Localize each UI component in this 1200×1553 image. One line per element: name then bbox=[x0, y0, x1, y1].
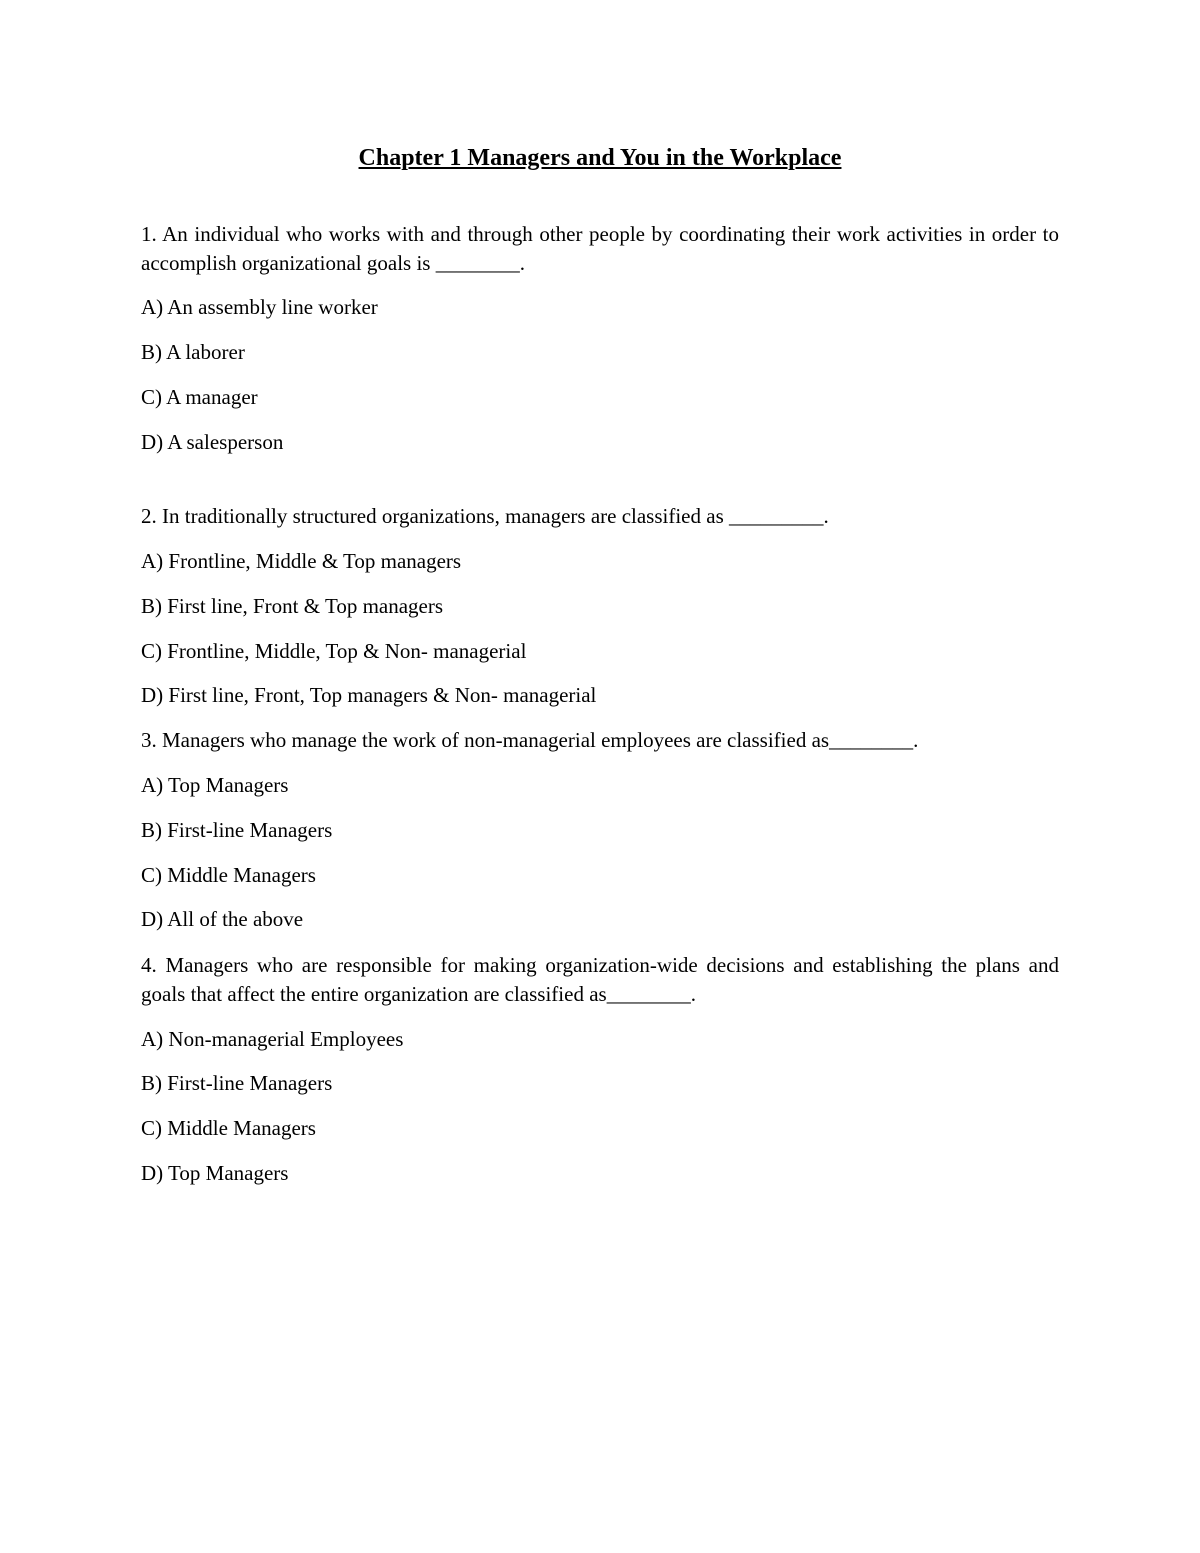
question-4-option-b: B) First-line Managers bbox=[141, 1071, 333, 1095]
question-3-option-a: A) Top Managers bbox=[141, 773, 289, 797]
question-2-option-a: A) Frontline, Middle & Top managers bbox=[141, 549, 462, 573]
question-3-option-d: D) All of the above bbox=[141, 907, 304, 931]
question-4-stem: 4. Managers who are responsible for making organization-wide decisions and establishing the plans and goals that affect the entire organization are classified as________. bbox=[141, 953, 1059, 1006]
page-title: Chapter 1 Managers and You in the Workplace bbox=[358, 145, 842, 171]
question-1-option-a: A) An assembly line worker bbox=[141, 295, 378, 319]
question-1-stem: 1. An individual who works with and through other people by coordinating their work activities in order to accomplish organizational goals is ________. bbox=[141, 222, 1059, 275]
question-3-option-b: B) First-line Managers bbox=[141, 818, 333, 842]
question-4-option-a: A) Non-managerial Employees bbox=[141, 1027, 404, 1051]
question-2-option-c: C) Frontline, Middle, Top & Non- managerial bbox=[141, 639, 527, 663]
question-2-option-b: B) First line, Front & Top managers bbox=[141, 594, 444, 618]
question-4-option-d: D) Top Managers bbox=[141, 1161, 289, 1185]
question-3-option-c: C) Middle Managers bbox=[141, 863, 316, 887]
question-2-stem: 2. In traditionally structured organizations, managers are classified as _________. bbox=[141, 504, 829, 528]
question-1-option-c: C) A manager bbox=[141, 385, 258, 409]
question-4-option-c: C) Middle Managers bbox=[141, 1116, 316, 1140]
question-3-stem: 3. Managers who manage the work of non-managerial employees are classified as________. bbox=[141, 728, 919, 752]
question-1-option-b: B) A laborer bbox=[141, 340, 245, 364]
question-2-option-d: D) First line, Front, Top managers & Non- managerial bbox=[141, 683, 597, 707]
question-1-option-d: D) A salesperson bbox=[141, 430, 284, 454]
